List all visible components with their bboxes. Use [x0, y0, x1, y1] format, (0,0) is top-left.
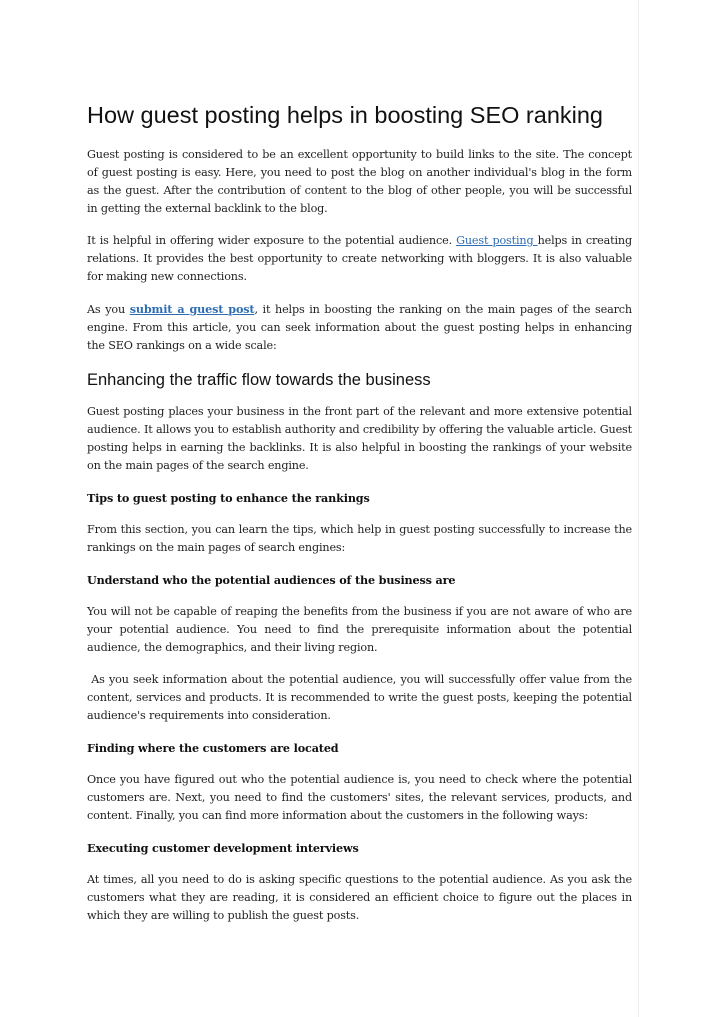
finding-subheading: Finding where the customers are located — [87, 741, 339, 755]
intro-p3-text-after: , it helps in boosting the ranking on the main pages of the search engine. From this article, you can seek information about the guest posting helps in enhancing the SEO rankings on a wide scale: — [87, 303, 632, 352]
understand-paragraph-1: You will not be capable of reaping the benefits from the business if you are not aware of who are your potential audience. You need to find the prerequisite information about the potential audience, the demographics, and their living region. — [87, 605, 632, 654]
executing-subheading: Executing customer development interviews — [87, 841, 359, 855]
tips-paragraph: From this section, you can learn the tips, which help in guest posting successfully to increase the rankings on the main pages of search engines: — [87, 523, 632, 554]
executing-paragraph: At times, all you need to do is asking specific questions to the potential audience. As you ask the customers what they are reading, it is considered an efficient choice to figure out the places in which they are willing to publish the guest posts. — [87, 873, 632, 922]
intro-p2-text-before: It is helpful in offering wider exposure to the potential audience. — [87, 234, 457, 247]
page-title: How guest posting helps in boosting SEO ranking — [87, 102, 604, 128]
understand-paragraph-2: As you seek information about the potential audience, you will successfully offer value from the content, services and products. It is recommended to write the guest posts, keeping the potential audience's requirements into consideration. — [87, 673, 636, 722]
intro-paragraph-3 — [87, 300, 632, 355]
page-edge-divider — [638, 0, 639, 1017]
guest-posting-link[interactable]: Guest posting — [456, 234, 538, 247]
understand-subheading: Understand who the potential audiences of the business are — [87, 573, 456, 587]
tips-subheading: Tips to guest posting to enhance the rankings — [87, 491, 370, 505]
submit-guest-post-link[interactable]: submit a guest post — [129, 302, 255, 316]
intro-paragraph-2 — [87, 232, 632, 286]
intro-p3-text-before: As you — [87, 303, 130, 316]
intro-p2-text-after: helps in creating relations. It provides the best opportunity to create networking with bloggers. It is also valuable for making new connections. — [87, 234, 632, 283]
finding-paragraph: Once you have figured out who the potential audience is, you need to check where the potential customers are. Next, you need to find the customers' sites, the relevant services, products, and content. Finally, you can find more information about the customers in the following ways: — [87, 773, 632, 822]
section-paragraph: Guest posting places your business in the front part of the relevant and more extensive potential audience. It allows you to establish authority and credibility by offering the valuable article. Guest posting helps in earning the backlinks. It is also helpful in boosting the rankings of your website on the main pages of the search engine. — [87, 405, 632, 472]
intro-paragraph-1: Guest posting is considered to be an excellent opportunity to build links to the site. The concept of guest posting is easy. Here, you need to post the blog on another individual's blog in the form as the guest. After the contribution of content to the blog of other people, you will be successful in getting the external backlink to the blog. — [87, 148, 632, 215]
section-heading: Enhancing the traffic flow towards the business — [87, 371, 431, 389]
document-body — [87, 100, 636, 939]
